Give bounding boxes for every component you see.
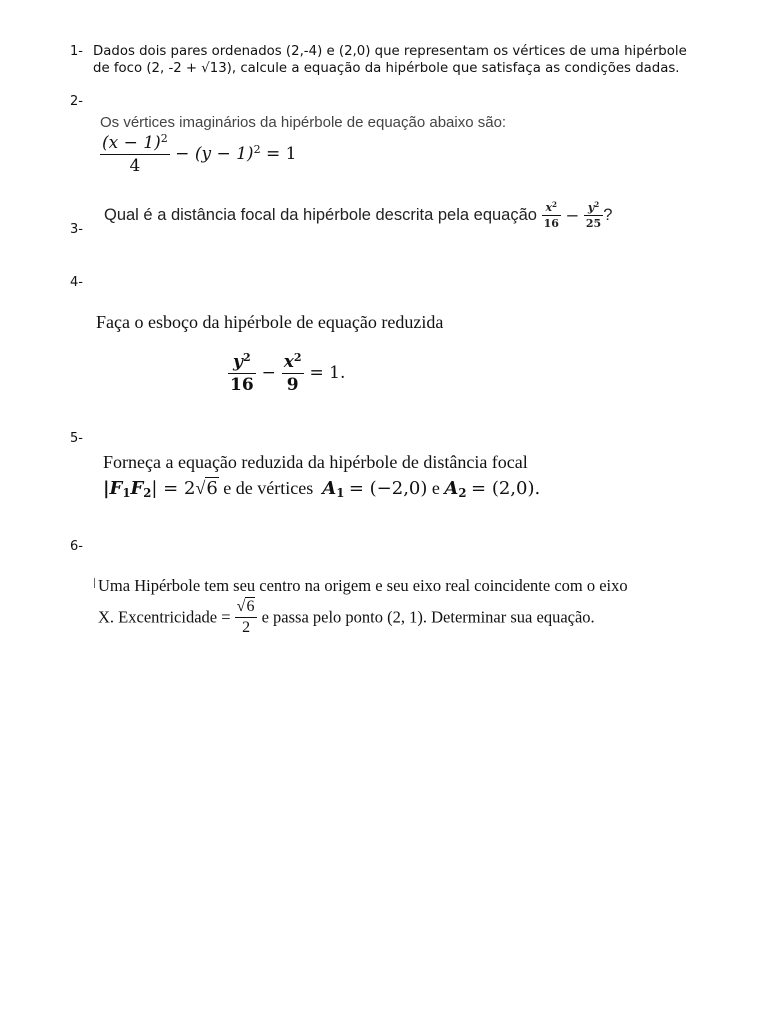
question-5-line1: Forneça a equação reduzida da hipérbole de distância focal — [103, 452, 528, 472]
q6-line2-start: X. Excentricidade = — [98, 607, 231, 627]
q3-d2: 25 — [585, 217, 602, 230]
q4-n1-exponent: 2 — [242, 350, 251, 364]
question-5-line2 — [103, 478, 540, 499]
q5-text-mid: e de vértices — [223, 478, 314, 498]
question-number-4: 4- — [70, 275, 83, 290]
question-number-5: 5- — [70, 431, 83, 446]
question-number-1: 1- — [70, 44, 83, 59]
q5-sqrt-argument: 6 — [206, 478, 218, 499]
question-number-2: 2- — [70, 94, 83, 109]
question-4-prompt: Faça o esboço da hipérbole de equação reduzida — [96, 312, 444, 332]
sqrt-icon: √ — [236, 598, 246, 615]
question-4-equation — [228, 352, 345, 395]
q4-minus: − — [261, 363, 276, 383]
q5-focal-value: | = 2 — [151, 478, 196, 499]
q5-a2: A — [444, 478, 459, 499]
q6-frac-denominator: 2 — [242, 619, 251, 636]
q3-n1: x — [545, 201, 553, 214]
question-1-text: Dados dois pares ordenados (2,-4) e (2,0) que representam os vértices de uma hipérbole de foco (2, -2 + √13), calcule a equação da hipérbole que satisfaça as condições dadas. — [93, 44, 687, 76]
question-2-equation — [100, 133, 296, 176]
q2-term2: (y − 1) — [194, 144, 254, 164]
q2-denominator: 4 — [129, 156, 141, 176]
q6-left-mark — [94, 578, 95, 588]
q5-f2: F — [130, 478, 144, 499]
q5-f1-subscript: 1 — [122, 485, 131, 500]
q2-numerator-exponent: 2 — [160, 131, 168, 145]
q2-term2-exponent: 2 — [253, 142, 261, 156]
question-number-3: 3- — [70, 222, 83, 237]
question-3-line — [104, 201, 612, 230]
q4-n2-exponent: 2 — [293, 350, 302, 364]
q3-n1-exponent: 2 — [552, 200, 557, 210]
question-6-line1: Uma Hipérbole tem seu centro na origem e seu eixo real coincidente com o eixo — [98, 576, 628, 595]
q3-minus: − — [565, 206, 580, 225]
q4-d2: 9 — [286, 375, 299, 395]
q4-n2: x — [283, 352, 294, 372]
question-number-6: 6- — [70, 539, 83, 554]
q6-frac-sqrt: 6 — [246, 598, 255, 615]
q2-minus: − — [175, 144, 190, 164]
q5-a1: A — [322, 478, 337, 499]
q5-e: e — [431, 478, 440, 498]
q5-a1-value: = (−2,0) — [348, 478, 428, 499]
sqrt-icon: √ — [195, 478, 206, 498]
q5-a2-value: = (2,0). — [471, 478, 541, 499]
question-2-prompt: Os vértices imaginários da hipérbole de equação abaixo são: — [100, 114, 507, 131]
q3-n2-exponent: 2 — [594, 200, 600, 210]
q5-a1-subscript: 1 — [336, 485, 345, 500]
q6-line2-end: e passa pelo ponto (2, 1). Determinar sua equação. — [261, 607, 595, 627]
q5-f1: |F — [103, 478, 123, 499]
q4-d1: 16 — [230, 375, 254, 395]
q4-n1: y — [233, 352, 243, 372]
q5-a2-subscript: 2 — [458, 485, 467, 500]
q5-f2-subscript: 2 — [143, 485, 152, 500]
q3-d1: 16 — [543, 217, 559, 230]
question-6-line2 — [98, 598, 595, 637]
q4-equals: = 1. — [309, 363, 346, 383]
q2-equals: = 1 — [266, 144, 297, 164]
q2-numerator: (x − 1) — [102, 133, 161, 153]
q3-n2: y — [587, 201, 595, 214]
q3-question-mark: ? — [603, 206, 613, 224]
question-3-prompt: Qual é a distância focal da hipérbole descrita pela equação — [104, 206, 537, 224]
